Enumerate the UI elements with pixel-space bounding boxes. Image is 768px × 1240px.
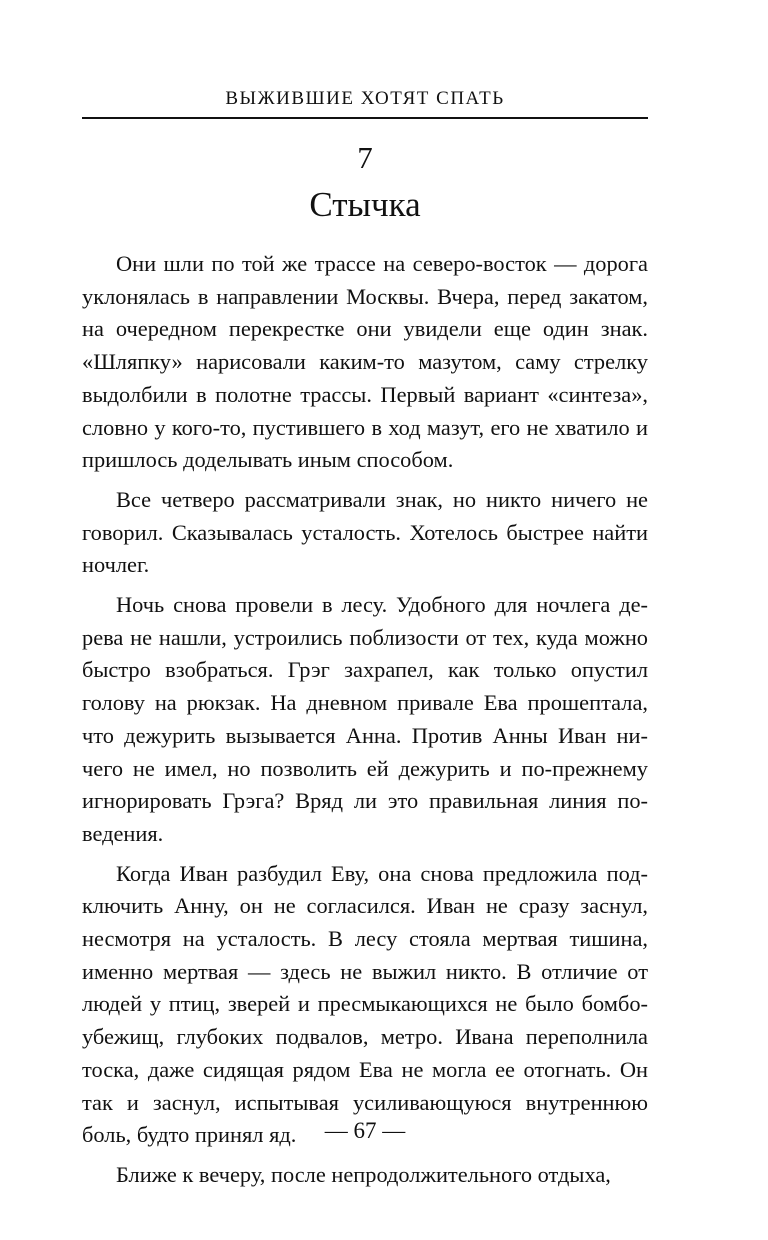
chapter-number: 7 xyxy=(357,140,373,175)
page-number: — 67 — xyxy=(324,1118,406,1143)
chapter-title: Стычка xyxy=(309,185,421,224)
paragraph-5: Ближе к вечеру, после непродолжительного отдыха, xyxy=(116,1161,611,1187)
paragraph-2: Все четверо рассматривали знак, но никто ничего не говорил. Сказывалась усталость. Хотелось быстрее найти ночлег. xyxy=(82,486,648,578)
paragraph-4: Когда Иван разбудил Еву, она снова предложила подключить Анну, он не согласился. Иван не сразу заснул, несмотря на усталость. В лесу стояла мертвая тишина, именно мертвая — здесь не выжил никто. В отличие от людей у птиц, зверей и пресмыкающихся не было бомбоубежищ, глубоких подвалов, метро. Ивана переполнила тоска, даже сидящая рядом Ева не могла ее отогнать. Он так и заснул, испытывая усиливающуюся внутреннюю боль, будто принял яд. xyxy=(82,860,648,1148)
paragraph-3: Ночь снова провели в лесу. Удобного для ночлега дерева не нашли, устроились поблизости от тех, куда можно быстро взобраться. Грэг захрапел, как только опустил голову на рюкзак. На дневном привале Ева прошептала, что дежурить вызывается Анна. Против Анны Иван ничего не имел, но позволить ей дежурить и по-прежнему игнорировать Грэга? Вряд ли это правильная линия поведения. xyxy=(82,592,648,846)
body-text xyxy=(82,248,648,1199)
running-head: ВЫЖИВШИЕ ХОТЯТ СПАТЬ xyxy=(225,88,505,109)
paragraph-1: Они шли по той же трассе на северо-восток — дорога уклонялась в направлении Москвы. Вчера, перед закатом, на очередном перекрестке они увидели еще один знак. «Шляпку» нарисовали каким-то мазутом, саму стрелку выдолбили в полотне трассы. Первый вариант «синтеза», словно у кого-то, пустившего в ход мазут, его не хватило и пришлось доделывать иным способом. xyxy=(82,251,648,473)
header-rule xyxy=(82,117,648,119)
